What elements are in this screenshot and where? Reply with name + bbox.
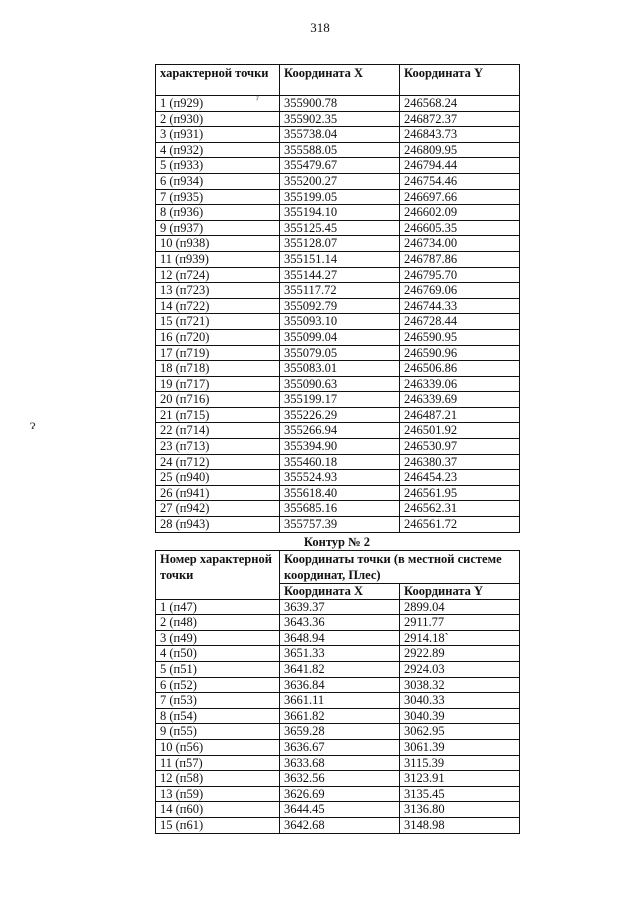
coordinate-y-cell: 3040.39	[400, 708, 520, 724]
coordinate-x-cell: 3661.82	[280, 708, 400, 724]
column-header-y: Координата Y	[400, 584, 520, 600]
coordinate-x-cell: 3633.68	[280, 755, 400, 771]
contour-1-coordinates-table	[155, 64, 520, 533]
point-cell: 13 (п723)	[156, 283, 280, 299]
coordinate-y-cell: 246454.23	[400, 470, 520, 486]
table-row	[156, 599, 520, 615]
table-row	[156, 96, 520, 112]
point-cell: 20 (п716)	[156, 392, 280, 408]
column-header-coordinates-group: Координаты точки (в местной системе координат, Плес)	[280, 551, 520, 584]
coordinate-x-cell: 3651.33	[280, 646, 400, 662]
point-cell: 3 (п49)	[156, 630, 280, 646]
coordinate-y-cell: 246744.33	[400, 298, 520, 314]
point-cell: 18 (п718)	[156, 361, 280, 377]
point-cell: 27 (п942)	[156, 501, 280, 517]
table-row	[156, 802, 520, 818]
coordinate-y-cell: 246787.86	[400, 251, 520, 267]
coordinate-x-cell: 355524.93	[280, 470, 400, 486]
point-cell: 4 (п932)	[156, 142, 280, 158]
coordinate-x-cell: 355092.79	[280, 298, 400, 314]
coordinate-y-cell: 2911.77	[400, 615, 520, 631]
contour-2-title: Контур № 2	[303, 535, 371, 549]
table-header-row	[156, 551, 520, 584]
table-row	[156, 173, 520, 189]
table-row	[156, 251, 520, 267]
coordinate-x-cell: 355199.17	[280, 392, 400, 408]
coordinate-x-cell: 355128.07	[280, 236, 400, 252]
table-row	[156, 283, 520, 299]
coordinate-x-cell: 355685.16	[280, 501, 400, 517]
coordinate-y-cell: 246506.86	[400, 361, 520, 377]
coordinate-x-cell: 3626.69	[280, 786, 400, 802]
contour-2-coordinates-table	[155, 550, 520, 834]
table-row	[156, 786, 520, 802]
point-cell: 15 (п721)	[156, 314, 280, 330]
coordinate-y-cell: 3062.95	[400, 724, 520, 740]
coordinate-y-cell: 246602.09	[400, 205, 520, 221]
coordinate-y-cell: 2914.18`	[400, 630, 520, 646]
table-row	[156, 267, 520, 283]
coordinate-y-cell: 246843.73	[400, 127, 520, 143]
table-row	[156, 392, 520, 408]
point-cell: 7 (п935)	[156, 189, 280, 205]
point-cell: 24 (п712)	[156, 454, 280, 470]
coordinate-x-cell: 355117.72	[280, 283, 400, 299]
coordinate-x-cell: 3632.56	[280, 771, 400, 787]
coordinate-y-cell: 246590.96	[400, 345, 520, 361]
column-header-point-number: Номер характерной точки	[156, 551, 280, 600]
table-row	[156, 142, 520, 158]
point-cell: 2 (п930)	[156, 111, 280, 127]
coordinate-x-cell: 355738.04	[280, 127, 400, 143]
table-row	[156, 485, 520, 501]
coordinate-x-cell: 355394.90	[280, 439, 400, 455]
coordinate-y-cell: 246380.37	[400, 454, 520, 470]
coordinate-y-cell: 2922.89	[400, 646, 520, 662]
coordinate-x-cell: 3642.68	[280, 817, 400, 833]
coordinate-x-cell: 355618.40	[280, 485, 400, 501]
table-row	[156, 407, 520, 423]
coordinate-x-cell: 355144.27	[280, 267, 400, 283]
coordinate-x-cell: 355125.45	[280, 220, 400, 236]
coordinate-y-cell: 246501.92	[400, 423, 520, 439]
table-row	[156, 470, 520, 486]
point-cell: 1 (п47)	[156, 599, 280, 615]
point-cell: 15 (п61)	[156, 817, 280, 833]
point-cell: 8 (п936)	[156, 205, 280, 221]
coordinate-y-cell: 246561.72	[400, 517, 520, 533]
coordinate-x-cell: 355199.05	[280, 189, 400, 205]
coordinate-y-cell: 246568.24	[400, 96, 520, 112]
coordinate-x-cell: 355266.94	[280, 423, 400, 439]
table-row	[156, 501, 520, 517]
coordinate-y-cell: 246561.95	[400, 485, 520, 501]
table-row	[156, 205, 520, 221]
coordinate-y-cell: 3115.39	[400, 755, 520, 771]
scan-speck: ɂ	[30, 418, 36, 433]
coordinate-x-cell: 355588.05	[280, 142, 400, 158]
table-row	[156, 376, 520, 392]
scan-speck: ˀ	[256, 95, 259, 106]
table-row	[156, 615, 520, 631]
table-row	[156, 158, 520, 174]
coordinate-x-cell: 355900.78	[280, 96, 400, 112]
coordinate-x-cell: 355226.29	[280, 407, 400, 423]
coordinate-y-cell: 246809.95	[400, 142, 520, 158]
coordinate-y-cell: 246754.46	[400, 173, 520, 189]
coordinate-x-cell: 355194.10	[280, 205, 400, 221]
table-row	[156, 314, 520, 330]
coordinate-y-cell: 3038.32	[400, 677, 520, 693]
point-cell: 25 (п940)	[156, 470, 280, 486]
table-row	[156, 817, 520, 833]
table-row	[156, 677, 520, 693]
coordinate-y-cell: 3040.33	[400, 693, 520, 709]
coordinate-x-cell: 3636.84	[280, 677, 400, 693]
point-cell: 19 (п717)	[156, 376, 280, 392]
coordinate-x-cell: 3644.45	[280, 802, 400, 818]
point-cell: 28 (п943)	[156, 517, 280, 533]
table-row	[156, 220, 520, 236]
point-cell: 6 (п52)	[156, 677, 280, 693]
table-row	[156, 755, 520, 771]
table-row	[156, 739, 520, 755]
point-cell: 17 (п719)	[156, 345, 280, 361]
coordinate-x-cell: 355757.39	[280, 517, 400, 533]
table-row	[156, 439, 520, 455]
table-row	[156, 693, 520, 709]
point-cell: 4 (п50)	[156, 646, 280, 662]
point-cell: 5 (п51)	[156, 661, 280, 677]
table-row	[156, 111, 520, 127]
point-cell: 12 (п724)	[156, 267, 280, 283]
coordinate-x-cell: 355902.35	[280, 111, 400, 127]
coordinate-y-cell: 246734.00	[400, 236, 520, 252]
table-row	[156, 236, 520, 252]
coordinate-y-cell: 3136.80	[400, 802, 520, 818]
coordinate-x-cell: 355151.14	[280, 251, 400, 267]
coordinate-x-cell: 3643.36	[280, 615, 400, 631]
table-row	[156, 646, 520, 662]
point-cell: 6 (п934)	[156, 173, 280, 189]
point-cell: 2 (п48)	[156, 615, 280, 631]
point-cell: 14 (п60)	[156, 802, 280, 818]
coordinate-y-cell: 3061.39	[400, 739, 520, 755]
column-header-x: Координата X	[280, 584, 400, 600]
point-cell: 16 (п720)	[156, 329, 280, 345]
coordinate-x-cell: 355479.67	[280, 158, 400, 174]
page-number: 318	[310, 20, 330, 35]
point-cell: 10 (п938)	[156, 236, 280, 252]
point-cell: 11 (п939)	[156, 251, 280, 267]
coordinate-y-cell: 246487.21	[400, 407, 520, 423]
point-cell: 5 (п933)	[156, 158, 280, 174]
coordinate-x-cell: 355200.27	[280, 173, 400, 189]
coordinate-y-cell: 246728.44	[400, 314, 520, 330]
coordinate-x-cell: 355093.10	[280, 314, 400, 330]
table-row	[156, 630, 520, 646]
coordinate-y-cell: 246795.70	[400, 267, 520, 283]
coordinate-x-cell: 3661.11	[280, 693, 400, 709]
table-row	[156, 423, 520, 439]
point-cell: 9 (п937)	[156, 220, 280, 236]
column-header-x: Координата X	[280, 65, 400, 96]
coordinate-y-cell: 246590.95	[400, 329, 520, 345]
table-row	[156, 329, 520, 345]
point-cell: 8 (п54)	[156, 708, 280, 724]
point-cell: 23 (п713)	[156, 439, 280, 455]
table-row	[156, 771, 520, 787]
table-row	[156, 361, 520, 377]
point-cell: 1 (п929)	[156, 96, 280, 112]
table-row	[156, 724, 520, 740]
coordinate-y-cell: 246562.31	[400, 501, 520, 517]
coordinate-x-cell: 355460.18	[280, 454, 400, 470]
coordinate-y-cell: 2899.04	[400, 599, 520, 615]
point-cell: 9 (п55)	[156, 724, 280, 740]
coordinate-y-cell: 3148.98	[400, 817, 520, 833]
point-cell: 12 (п58)	[156, 771, 280, 787]
coordinate-y-cell: 246605.35	[400, 220, 520, 236]
coordinate-y-cell: 246769.06	[400, 283, 520, 299]
table-row	[156, 298, 520, 314]
point-cell: 10 (п56)	[156, 739, 280, 755]
point-cell: 21 (п715)	[156, 407, 280, 423]
table-row	[156, 708, 520, 724]
coordinate-y-cell: 246339.06	[400, 376, 520, 392]
coordinate-y-cell: 2924.03	[400, 661, 520, 677]
coordinate-x-cell: 355090.63	[280, 376, 400, 392]
coordinate-y-cell: 246872.37	[400, 111, 520, 127]
point-cell: 13 (п59)	[156, 786, 280, 802]
coordinate-x-cell: 355079.05	[280, 345, 400, 361]
table-header-row	[156, 65, 520, 96]
column-header-point: характерной точки	[156, 65, 280, 96]
coordinate-y-cell: 246530.97	[400, 439, 520, 455]
table-row	[156, 345, 520, 361]
coordinate-x-cell: 3639.37	[280, 599, 400, 615]
coordinate-x-cell: 355099.04	[280, 329, 400, 345]
point-cell: 22 (п714)	[156, 423, 280, 439]
table-row	[156, 661, 520, 677]
column-header-y: Координата Y	[400, 65, 520, 96]
point-cell: 26 (п941)	[156, 485, 280, 501]
coordinate-y-cell: 246794.44	[400, 158, 520, 174]
point-cell: 14 (п722)	[156, 298, 280, 314]
table-row	[156, 127, 520, 143]
coordinate-y-cell: 3135.45	[400, 786, 520, 802]
coordinate-x-cell: 3641.82	[280, 661, 400, 677]
table-row	[156, 517, 520, 533]
coordinate-x-cell: 3636.67	[280, 739, 400, 755]
point-cell: 11 (п57)	[156, 755, 280, 771]
coordinate-y-cell: 246697.66	[400, 189, 520, 205]
table-row	[156, 189, 520, 205]
point-cell: 7 (п53)	[156, 693, 280, 709]
table-row	[156, 454, 520, 470]
point-cell: 3 (п931)	[156, 127, 280, 143]
coordinate-x-cell: 3659.28	[280, 724, 400, 740]
coordinate-y-cell: 246339.69	[400, 392, 520, 408]
coordinate-x-cell: 3648.94	[280, 630, 400, 646]
coordinate-x-cell: 355083.01	[280, 361, 400, 377]
coordinate-y-cell: 3123.91	[400, 771, 520, 787]
